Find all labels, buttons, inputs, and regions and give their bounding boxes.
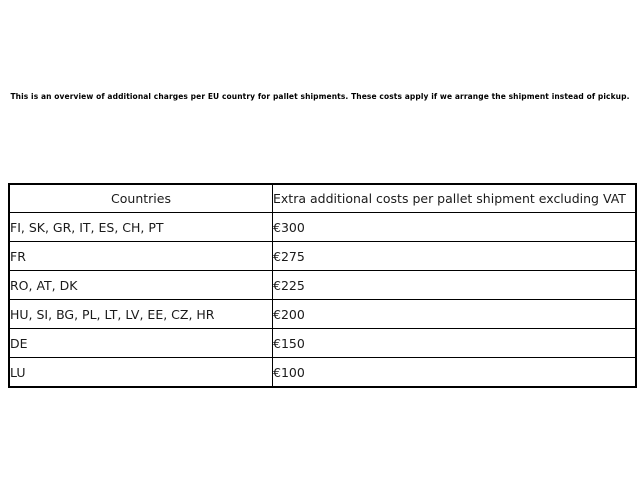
cost-cell: €150 (273, 329, 637, 358)
charges-table (8, 183, 637, 388)
countries-cell: LU (9, 358, 273, 388)
table-row (9, 300, 636, 329)
intro-text: This is an overview of additional charges per EU country for pallet shipments. These costs apply if we arrange the shipment instead of pickup. (10, 92, 630, 101)
table-row (9, 329, 636, 358)
table-row (9, 358, 636, 388)
table-header-row (9, 184, 636, 213)
cost-cell: €225 (273, 271, 637, 300)
table-row (9, 213, 636, 242)
countries-cell: FI, SK, GR, IT, ES, CH, PT (9, 213, 273, 242)
table-row (9, 271, 636, 300)
table-row (9, 242, 636, 271)
column-header-costs: Extra additional costs per pallet shipment excluding VAT (273, 184, 637, 213)
cost-cell: €300 (273, 213, 637, 242)
cost-cell: €275 (273, 242, 637, 271)
countries-cell: HU, SI, BG, PL, LT, LV, EE, CZ, HR (9, 300, 273, 329)
countries-cell: FR (9, 242, 273, 271)
cost-cell: €200 (273, 300, 637, 329)
cost-cell: €100 (273, 358, 637, 388)
countries-cell: DE (9, 329, 273, 358)
column-header-countries: Countries (9, 184, 273, 213)
countries-cell: RO, AT, DK (9, 271, 273, 300)
